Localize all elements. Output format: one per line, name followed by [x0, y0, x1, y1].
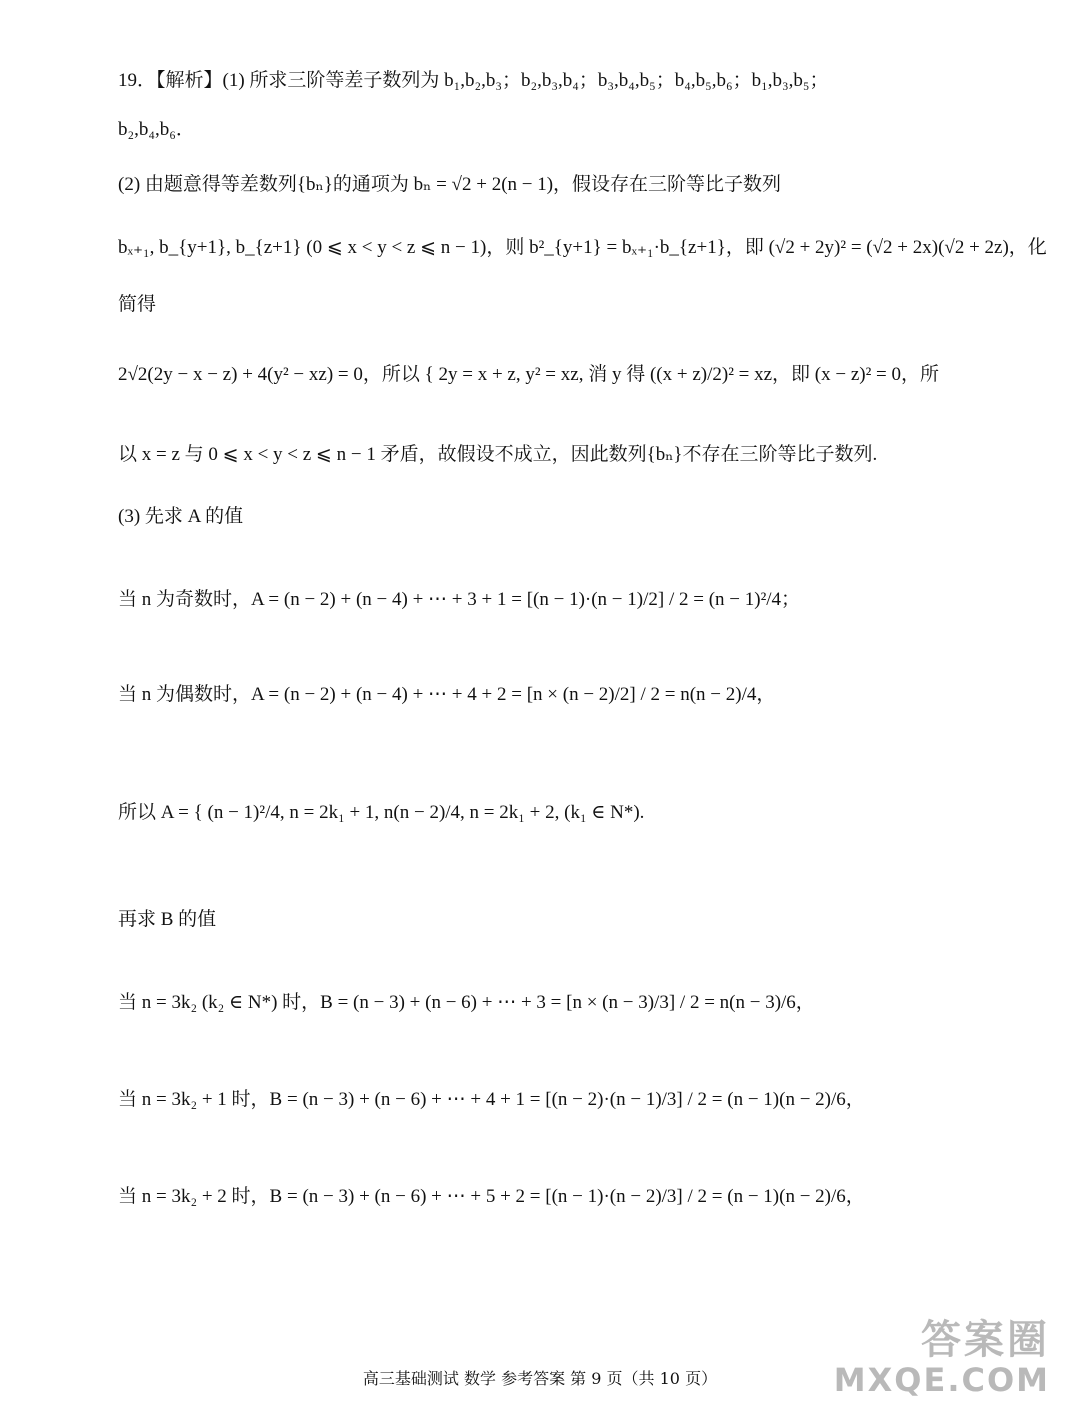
line-1: 19．【解析】(1) 所求三阶等差子数列为 b₁,b₂,b₃；b₂,b₃,b₄；b₃,b₄,b₅；b₄,b₅,b₆；b₁,b₃,b₅； — [118, 70, 829, 91]
page-footer: 高三基础测试 数学 参考答案 第 9 页（共 10 页） — [362, 1369, 718, 1388]
line-2: b₂,b₄,b₆． — [118, 119, 195, 140]
line-14: 当 n = 3k₂ + 1 时，B = (n − 3) + (n − 6) + ⋯ + 4 + 1 = [(n − 2)·(n − 1)/3] / 2 = (n − 1)(n − 2)/6， — [118, 1089, 865, 1110]
line-15: 当 n = 3k₂ + 2 时，B = (n − 3) + (n − 6) + ⋯ + 5 + 2 = [(n − 1)·(n − 2)/3] / 2 = (n − 1)(n − 2)/6， — [118, 1186, 865, 1207]
line-10: 当 n 为偶数时，A = (n − 2) + (n − 4) + ⋯ + 4 + 2 = [n × (n − 2)/2] / 2 = n(n − 2)/4， — [118, 684, 776, 705]
line-8: (3) 先求 A 的值 — [118, 506, 244, 527]
watermark-url-text: MXQE.COM — [833, 1361, 1050, 1399]
line-4: bₓ₊₁, b_{y+1}, b_{z+1} (0 ⩽ x < y < z ⩽ n − 1)，则 b²_{y+1} = bₓ₊₁·b_{z+1}，即 (√2 + 2y)² = (√2 + 2x)(√2 + 2z)，化 — [118, 237, 1047, 258]
line-5: 简得 — [118, 294, 157, 315]
line-11: 所以 A = { (n − 1)²/4, n = 2k₁ + 1, n(n − 2)/4, n = 2k₁ + 2, (k₁ ∈ N*). — [118, 802, 645, 823]
line-3: (2) 由题意得等差数列{bₙ}的通项为 bₙ = √2 + 2(n − 1)，假设存在三阶等比子数列 — [118, 174, 782, 195]
watermark-logo — [834, 1318, 1050, 1398]
watermark-top-text: 答案圈 — [921, 1317, 1050, 1363]
line-9: 当 n 为奇数时，A = (n − 2) + (n − 4) + ⋯ + 3 + 1 = [(n − 1)·(n − 1)/2] / 2 = (n − 1)²/4； — [118, 589, 801, 610]
line-13: 当 n = 3k₂ (k₂ ∈ N*) 时，B = (n − 3) + (n − 6) + ⋯ + 3 = [n × (n − 3)/3] / 2 = n(n − 3)/6， — [118, 992, 815, 1013]
line-12: 再求 B 的值 — [118, 909, 217, 930]
line-7: 以 x = z 与 0 ⩽ x < y < z ⩽ n − 1 矛盾，故假设不成立，因此数列{bₙ}不存在三阶等比子数列. — [118, 444, 878, 465]
line-6: 2√2(2y − x − z) + 4(y² − xz) = 0，所以 { 2y = x + z, y² = xz, 消 y 得 ((x + z)/2)² = xz，即 (x − z)² = 0，所 — [118, 364, 939, 385]
